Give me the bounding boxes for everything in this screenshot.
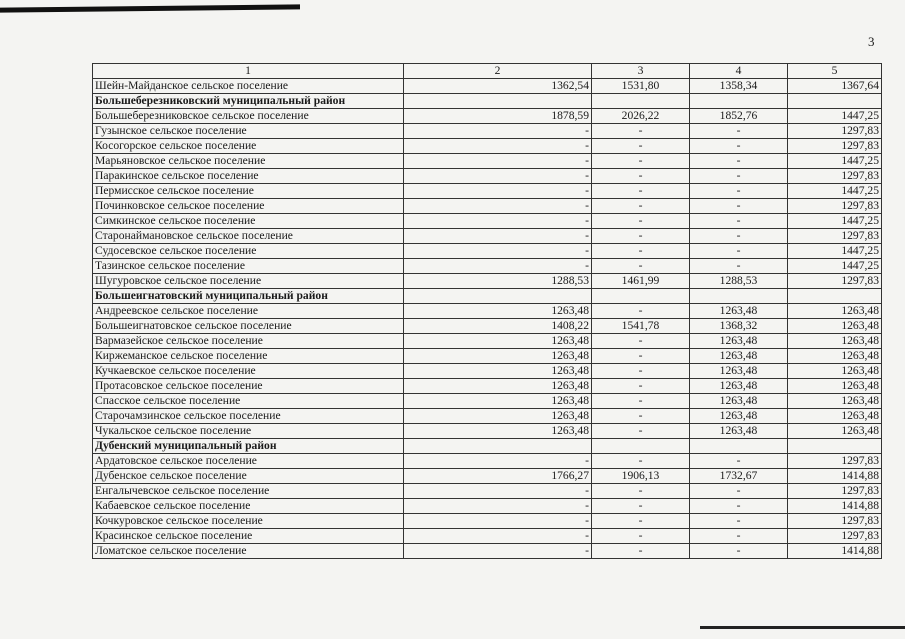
settlement-name: Протасовское сельское поселение bbox=[93, 379, 404, 394]
value-cell-4: - bbox=[690, 244, 788, 259]
value-cell-5: 1447,25 bbox=[788, 244, 882, 259]
value-cell-2: - bbox=[404, 214, 592, 229]
table-row bbox=[93, 379, 882, 394]
value-cell-4: 1288,53 bbox=[690, 274, 788, 289]
table-row bbox=[93, 469, 882, 484]
value-cell-5: 1297,83 bbox=[788, 139, 882, 154]
value-cell-3: 1531,80 bbox=[592, 79, 690, 94]
value-cell-5: 1297,83 bbox=[788, 454, 882, 469]
settlement-name: Паракинское сельское поселение bbox=[93, 169, 404, 184]
value-cell-5: 1263,48 bbox=[788, 424, 882, 439]
empty-cell bbox=[788, 289, 882, 304]
value-cell-2: 1263,48 bbox=[404, 379, 592, 394]
value-cell-3: - bbox=[592, 409, 690, 424]
value-cell-3: - bbox=[592, 169, 690, 184]
empty-cell bbox=[690, 94, 788, 109]
value-cell-3: - bbox=[592, 199, 690, 214]
value-cell-5: 1297,83 bbox=[788, 274, 882, 289]
value-cell-3: - bbox=[592, 244, 690, 259]
value-cell-2: - bbox=[404, 499, 592, 514]
value-cell-5: 1297,83 bbox=[788, 169, 882, 184]
table-row bbox=[93, 499, 882, 514]
table-row bbox=[93, 169, 882, 184]
value-cell-2: 1263,48 bbox=[404, 394, 592, 409]
value-cell-4: - bbox=[690, 169, 788, 184]
settlement-name: Марьяновское сельское поселение bbox=[93, 154, 404, 169]
empty-cell bbox=[788, 94, 882, 109]
value-cell-4: 1263,48 bbox=[690, 334, 788, 349]
settlement-name: Старочамзинское сельское поселение bbox=[93, 409, 404, 424]
value-cell-2: 1362,54 bbox=[404, 79, 592, 94]
empty-cell bbox=[690, 289, 788, 304]
value-cell-4: 1263,48 bbox=[690, 424, 788, 439]
value-cell-4: - bbox=[690, 139, 788, 154]
value-cell-5: 1263,48 bbox=[788, 379, 882, 394]
table-row bbox=[93, 304, 882, 319]
value-cell-5: 1263,48 bbox=[788, 319, 882, 334]
value-cell-3: - bbox=[592, 544, 690, 559]
value-cell-2: - bbox=[404, 259, 592, 274]
value-cell-3: - bbox=[592, 154, 690, 169]
district-row bbox=[93, 439, 882, 454]
value-cell-5: 1447,25 bbox=[788, 214, 882, 229]
table-row bbox=[93, 484, 882, 499]
settlement-name: Гузынское сельское поселение bbox=[93, 124, 404, 139]
value-cell-5: 1297,83 bbox=[788, 199, 882, 214]
settlement-name: Симкинское сельское поселение bbox=[93, 214, 404, 229]
value-cell-2: 1263,48 bbox=[404, 409, 592, 424]
value-cell-2: - bbox=[404, 454, 592, 469]
value-cell-5: 1414,88 bbox=[788, 544, 882, 559]
value-cell-3: - bbox=[592, 364, 690, 379]
value-cell-3: - bbox=[592, 214, 690, 229]
district-name: Дубенский муниципальный район bbox=[93, 439, 404, 454]
value-cell-4: 1263,48 bbox=[690, 394, 788, 409]
value-cell-3: - bbox=[592, 394, 690, 409]
value-cell-3: - bbox=[592, 139, 690, 154]
value-cell-3: - bbox=[592, 514, 690, 529]
value-cell-2: 1263,48 bbox=[404, 304, 592, 319]
header-cell: 2 bbox=[404, 64, 592, 79]
value-cell-4: - bbox=[690, 184, 788, 199]
settlement-name: Пермисское сельское поселение bbox=[93, 184, 404, 199]
value-cell-5: 1263,48 bbox=[788, 334, 882, 349]
header-cell: 3 bbox=[592, 64, 690, 79]
value-cell-5: 1447,25 bbox=[788, 259, 882, 274]
header-cell: 4 bbox=[690, 64, 788, 79]
value-cell-2: - bbox=[404, 199, 592, 214]
value-cell-5: 1263,48 bbox=[788, 394, 882, 409]
settlement-name: Большеберезниковское сельское поселение bbox=[93, 109, 404, 124]
header-cell: 1 bbox=[93, 64, 404, 79]
settlement-name: Косогорское сельское поселение bbox=[93, 139, 404, 154]
value-cell-3: - bbox=[592, 304, 690, 319]
settlement-name: Шугуровское сельское поселение bbox=[93, 274, 404, 289]
value-cell-2: - bbox=[404, 184, 592, 199]
table-row bbox=[93, 409, 882, 424]
district-name: Большеигнатовский муниципальный район bbox=[93, 289, 404, 304]
value-cell-5: 1447,25 bbox=[788, 109, 882, 124]
empty-cell bbox=[592, 94, 690, 109]
value-cell-4: 1263,48 bbox=[690, 379, 788, 394]
settlement-name: Чукальское сельское поселение bbox=[93, 424, 404, 439]
value-cell-4: 1263,48 bbox=[690, 364, 788, 379]
value-cell-2: 1766,27 bbox=[404, 469, 592, 484]
value-cell-3: 1541,78 bbox=[592, 319, 690, 334]
settlement-name: Большеигнатовское сельское поселение bbox=[93, 319, 404, 334]
value-cell-2: - bbox=[404, 529, 592, 544]
table-body bbox=[93, 64, 882, 559]
value-cell-4: - bbox=[690, 214, 788, 229]
value-cell-2: 1263,48 bbox=[404, 364, 592, 379]
table-row bbox=[93, 79, 882, 94]
empty-cell bbox=[404, 94, 592, 109]
value-cell-2: - bbox=[404, 244, 592, 259]
district-row bbox=[93, 289, 882, 304]
value-cell-5: 1263,48 bbox=[788, 409, 882, 424]
table-row bbox=[93, 109, 882, 124]
value-cell-5: 1414,88 bbox=[788, 499, 882, 514]
scan-edge-mark bbox=[0, 4, 300, 12]
value-cell-4: - bbox=[690, 259, 788, 274]
header-cell: 5 bbox=[788, 64, 882, 79]
table-row bbox=[93, 199, 882, 214]
value-cell-2: 1263,48 bbox=[404, 424, 592, 439]
value-cell-4: 1263,48 bbox=[690, 409, 788, 424]
table-row bbox=[93, 454, 882, 469]
empty-cell bbox=[592, 289, 690, 304]
value-cell-3: - bbox=[592, 334, 690, 349]
settlement-name: Спасское сельское поселение bbox=[93, 394, 404, 409]
table-row bbox=[93, 424, 882, 439]
table-header-row bbox=[93, 64, 882, 79]
value-cell-2: 1263,48 bbox=[404, 349, 592, 364]
value-cell-2: 1288,53 bbox=[404, 274, 592, 289]
value-cell-2: - bbox=[404, 124, 592, 139]
value-cell-4: - bbox=[690, 199, 788, 214]
value-cell-2: - bbox=[404, 229, 592, 244]
settlement-name: Ардатовское сельское поселение bbox=[93, 454, 404, 469]
table-row bbox=[93, 514, 882, 529]
value-cell-4: - bbox=[690, 229, 788, 244]
settlement-name: Судосевское сельское поселение bbox=[93, 244, 404, 259]
value-cell-4: - bbox=[690, 544, 788, 559]
table-row bbox=[93, 124, 882, 139]
value-cell-4: - bbox=[690, 514, 788, 529]
table-row bbox=[93, 139, 882, 154]
value-cell-5: 1297,83 bbox=[788, 229, 882, 244]
value-cell-4: 1732,67 bbox=[690, 469, 788, 484]
settlement-name: Шейн-Майданское сельское поселение bbox=[93, 79, 404, 94]
page-number: 3 bbox=[868, 34, 875, 49]
value-cell-3: - bbox=[592, 499, 690, 514]
value-cell-3: - bbox=[592, 424, 690, 439]
table-row bbox=[93, 274, 882, 289]
table-row bbox=[93, 394, 882, 409]
value-cell-5: 1297,83 bbox=[788, 124, 882, 139]
table-row bbox=[93, 259, 882, 274]
settlement-name: Вармазейское сельское поселение bbox=[93, 334, 404, 349]
value-cell-5: 1263,48 bbox=[788, 304, 882, 319]
value-cell-2: - bbox=[404, 169, 592, 184]
settlement-name: Кучкаевское сельское поселение bbox=[93, 364, 404, 379]
empty-cell bbox=[788, 439, 882, 454]
settlement-name: Кочкуровское сельское поселение bbox=[93, 514, 404, 529]
value-cell-3: - bbox=[592, 529, 690, 544]
value-cell-4: 1263,48 bbox=[690, 304, 788, 319]
settlement-name: Дубенское сельское поселение bbox=[93, 469, 404, 484]
empty-cell bbox=[404, 439, 592, 454]
district-name: Большеберезниковский муниципальный район bbox=[93, 94, 404, 109]
table-row bbox=[93, 544, 882, 559]
value-cell-2: 1263,48 bbox=[404, 334, 592, 349]
empty-cell bbox=[592, 439, 690, 454]
empty-cell bbox=[690, 439, 788, 454]
settlement-name: Киржеманское сельское поселение bbox=[93, 349, 404, 364]
value-cell-5: 1263,48 bbox=[788, 349, 882, 364]
value-cell-2: - bbox=[404, 484, 592, 499]
settlement-name: Ломатское сельское поселение bbox=[93, 544, 404, 559]
value-cell-3: 2026,22 bbox=[592, 109, 690, 124]
table-row bbox=[93, 529, 882, 544]
value-cell-4: 1852,76 bbox=[690, 109, 788, 124]
tariff-table bbox=[92, 63, 882, 559]
settlement-name: Тазинское сельское поселение bbox=[93, 259, 404, 274]
district-row bbox=[93, 94, 882, 109]
value-cell-5: 1297,83 bbox=[788, 514, 882, 529]
settlement-name: Красинское сельское поселение bbox=[93, 529, 404, 544]
settlement-name: Андреевское сельское поселение bbox=[93, 304, 404, 319]
value-cell-2: 1408,22 bbox=[404, 319, 592, 334]
value-cell-3: - bbox=[592, 184, 690, 199]
settlement-name: Старонаймановское сельское поселение bbox=[93, 229, 404, 244]
value-cell-3: 1906,13 bbox=[592, 469, 690, 484]
value-cell-3: - bbox=[592, 484, 690, 499]
table-row bbox=[93, 154, 882, 169]
table-row bbox=[93, 214, 882, 229]
table-row bbox=[93, 184, 882, 199]
value-cell-4: 1358,34 bbox=[690, 79, 788, 94]
value-cell-5: 1297,83 bbox=[788, 484, 882, 499]
value-cell-4: - bbox=[690, 124, 788, 139]
value-cell-4: - bbox=[690, 529, 788, 544]
table-row bbox=[93, 334, 882, 349]
value-cell-4: - bbox=[690, 154, 788, 169]
value-cell-3: - bbox=[592, 229, 690, 244]
value-cell-2: - bbox=[404, 544, 592, 559]
value-cell-2: - bbox=[404, 139, 592, 154]
value-cell-5: 1447,25 bbox=[788, 184, 882, 199]
value-cell-5: 1263,48 bbox=[788, 364, 882, 379]
value-cell-2: 1878,59 bbox=[404, 109, 592, 124]
scan-edge-mark-bottom bbox=[700, 626, 905, 629]
value-cell-4: - bbox=[690, 454, 788, 469]
value-cell-2: - bbox=[404, 154, 592, 169]
value-cell-2: - bbox=[404, 514, 592, 529]
table-row bbox=[93, 349, 882, 364]
table-row bbox=[93, 364, 882, 379]
table-row bbox=[93, 319, 882, 334]
empty-cell bbox=[404, 289, 592, 304]
settlement-name: Починковское сельское поселение bbox=[93, 199, 404, 214]
value-cell-3: - bbox=[592, 124, 690, 139]
value-cell-5: 1367,64 bbox=[788, 79, 882, 94]
value-cell-3: - bbox=[592, 259, 690, 274]
value-cell-4: - bbox=[690, 484, 788, 499]
value-cell-3: 1461,99 bbox=[592, 274, 690, 289]
value-cell-5: 1297,83 bbox=[788, 529, 882, 544]
settlement-name: Енгалычевское сельское поселение bbox=[93, 484, 404, 499]
value-cell-4: - bbox=[690, 499, 788, 514]
table-row bbox=[93, 229, 882, 244]
value-cell-5: 1414,88 bbox=[788, 469, 882, 484]
table-row bbox=[93, 244, 882, 259]
value-cell-3: - bbox=[592, 454, 690, 469]
value-cell-3: - bbox=[592, 349, 690, 364]
value-cell-5: 1447,25 bbox=[788, 154, 882, 169]
value-cell-3: - bbox=[592, 379, 690, 394]
value-cell-4: 1368,32 bbox=[690, 319, 788, 334]
settlement-name: Кабаевское сельское поселение bbox=[93, 499, 404, 514]
value-cell-4: 1263,48 bbox=[690, 349, 788, 364]
